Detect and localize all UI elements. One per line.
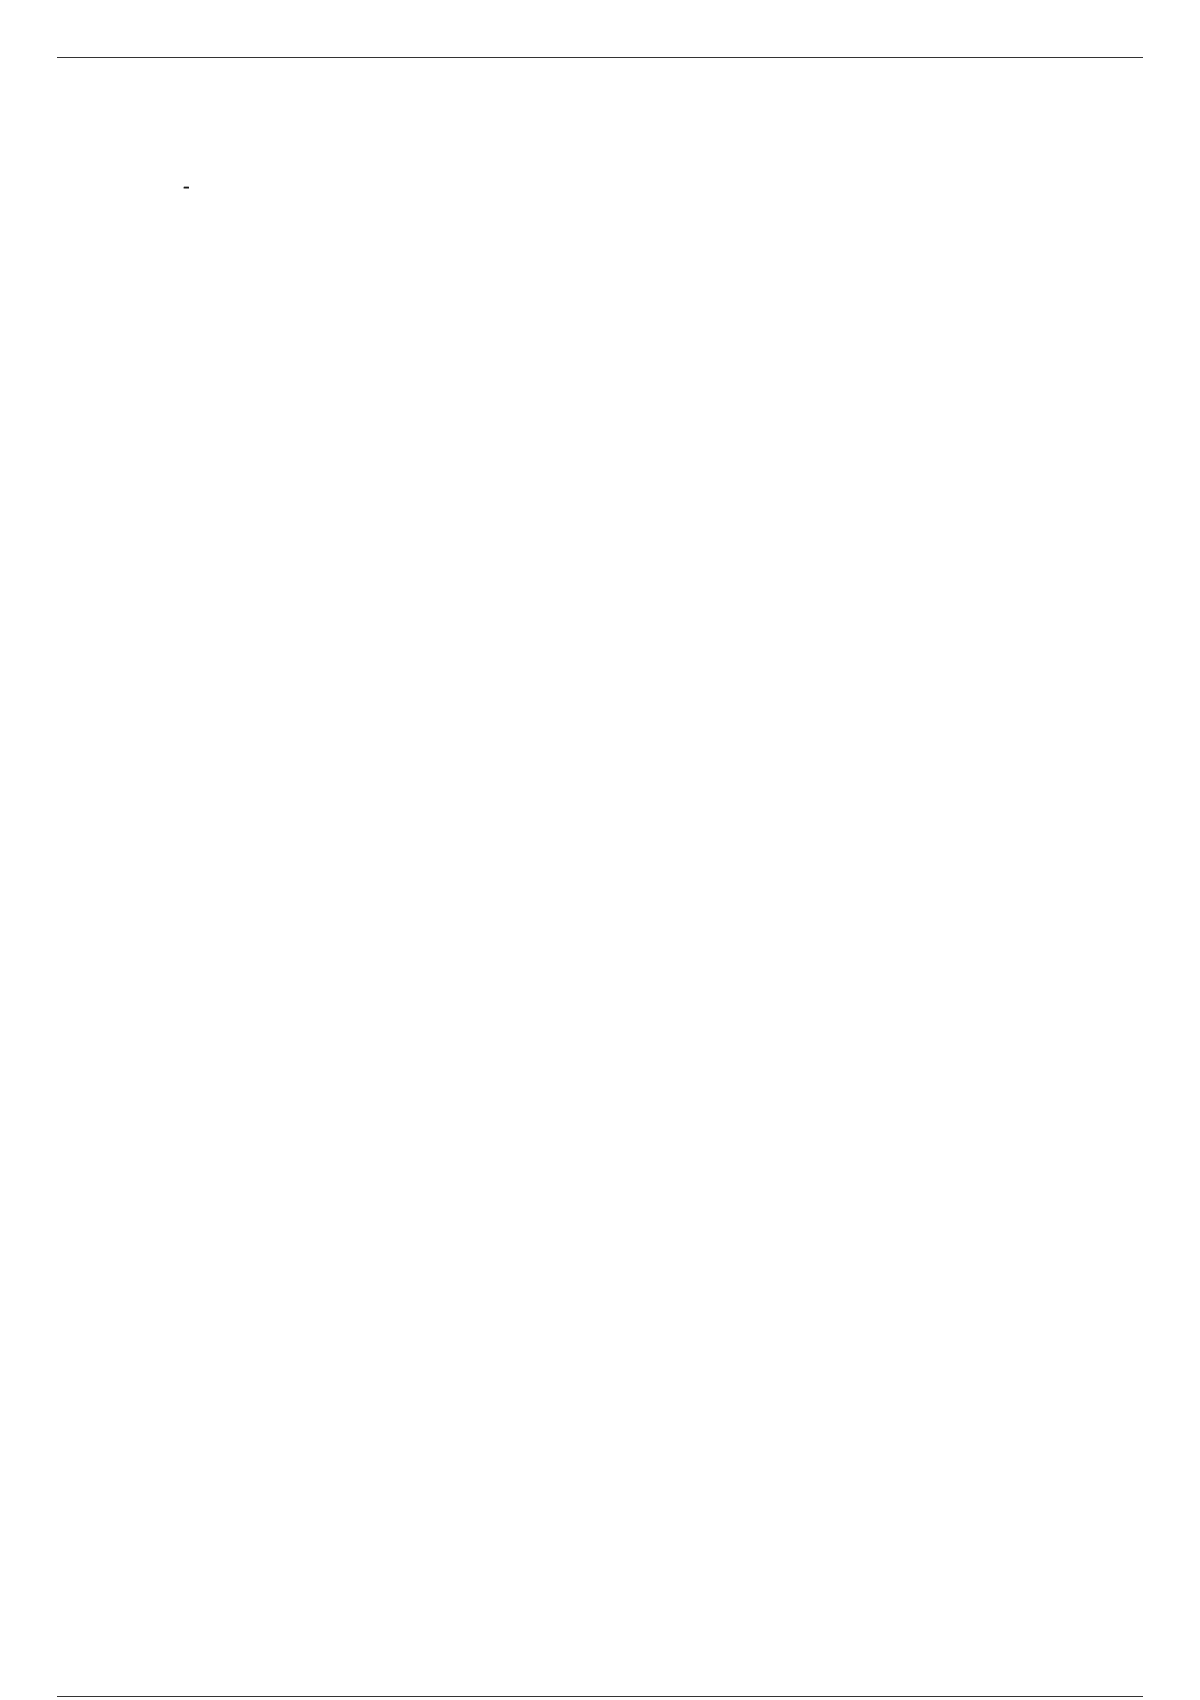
fracture-illustration: [143, 173, 963, 403]
document-body: [143, 143, 1073, 433]
fracture-types-figure: [143, 173, 963, 403]
footer-rule: [57, 1696, 1143, 1697]
header-rule: [57, 57, 1143, 58]
